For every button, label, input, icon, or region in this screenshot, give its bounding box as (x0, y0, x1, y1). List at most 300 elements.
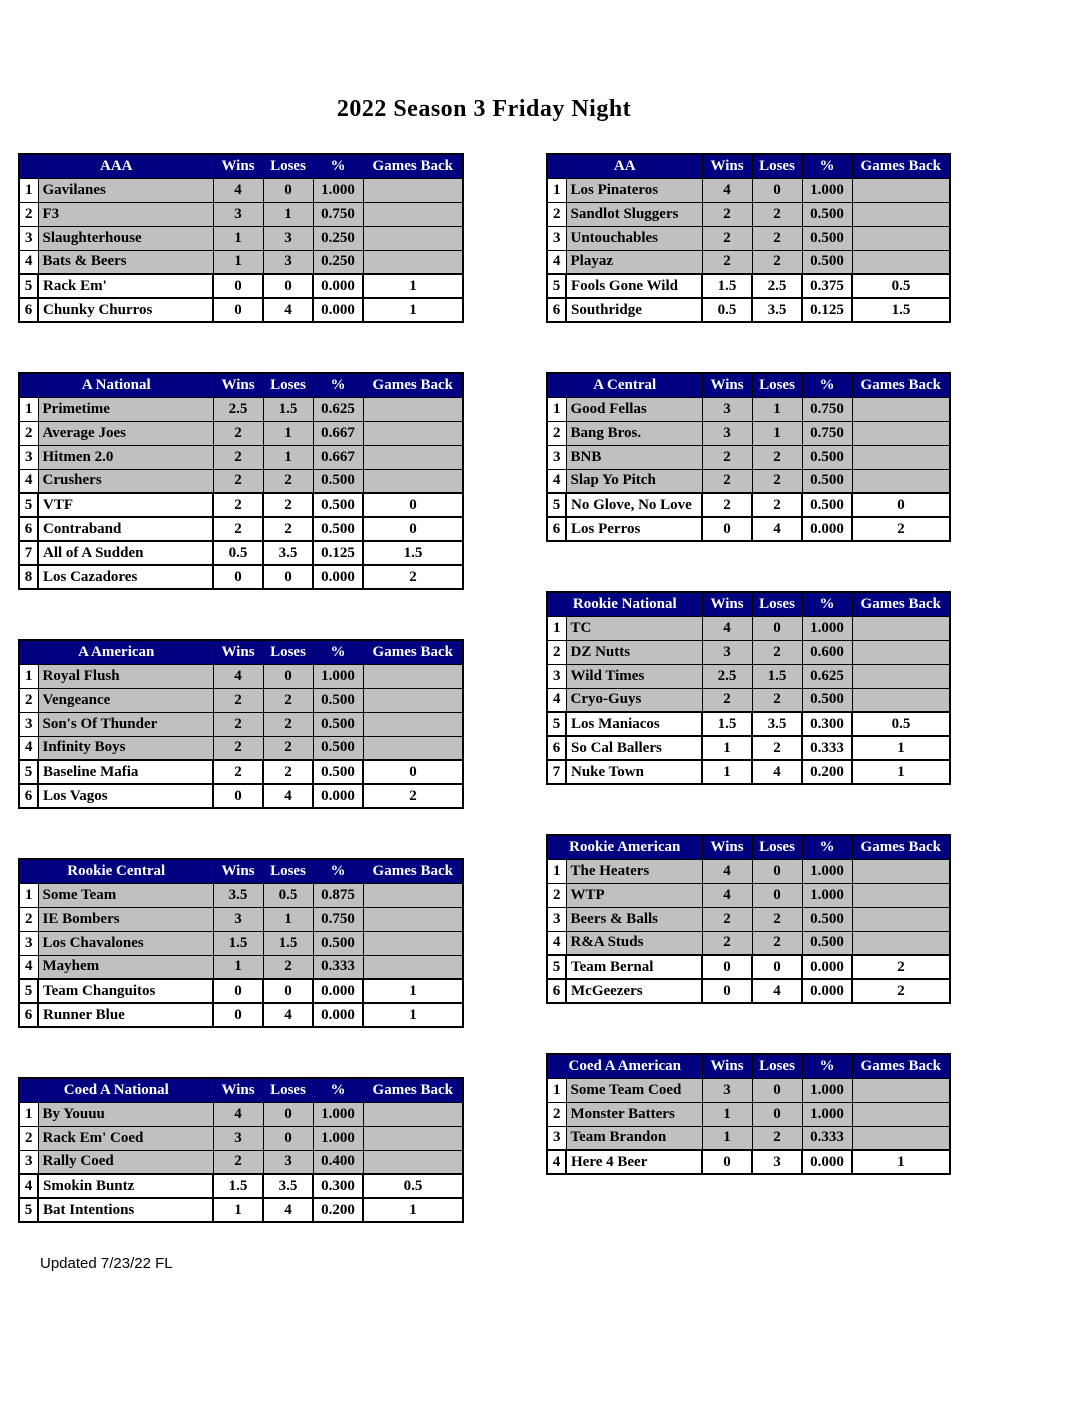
wins-cell: 3 (213, 1126, 263, 1150)
rank-cell: 4 (547, 931, 566, 955)
pct-cell: 1.000 (313, 1126, 363, 1150)
wins-cell: 2.5 (702, 664, 752, 688)
rank-cell: 3 (547, 445, 566, 469)
column-header-games-back: Games Back (852, 592, 950, 616)
loses-cell: 1 (263, 445, 313, 469)
games-back-cell: 1 (363, 1198, 463, 1222)
rank-cell: 4 (19, 469, 38, 493)
games-back-cell (363, 1150, 463, 1174)
standings-table-a-central (546, 372, 951, 542)
games-back-cell (363, 736, 463, 760)
games-back-cell: 1 (363, 298, 463, 322)
rank-cell: 5 (19, 493, 38, 517)
rank-cell: 4 (547, 688, 566, 712)
rank-cell: 4 (547, 250, 566, 274)
pct-cell: 0.500 (313, 931, 363, 955)
loses-cell: 4 (263, 784, 313, 808)
pct-cell: 1.000 (313, 1102, 363, 1126)
wins-cell: 1 (213, 250, 263, 274)
team-name-cell: All of A Sudden (38, 541, 213, 565)
pct-cell: 0.000 (802, 979, 852, 1003)
games-back-cell: 1 (363, 274, 463, 298)
loses-cell: 0.5 (263, 883, 313, 907)
rank-cell: 6 (547, 979, 566, 1003)
games-back-cell (363, 688, 463, 712)
team-row-vtf (19, 493, 463, 517)
column-header-wins: Wins (702, 154, 752, 178)
pct-cell: 0.750 (313, 907, 363, 931)
loses-cell: 2 (263, 712, 313, 736)
table-header-row (19, 373, 463, 397)
team-name-cell: Smokin Buntz (38, 1174, 213, 1198)
wins-cell: 1 (213, 226, 263, 250)
team-row-los-vagos (19, 784, 463, 808)
column-header-pct: % (313, 859, 363, 883)
games-back-cell (852, 616, 950, 640)
column-header-games-back: Games Back (363, 640, 463, 664)
team-row-crushers (19, 469, 463, 493)
team-name-cell: Crushers (38, 469, 213, 493)
table-header-row (19, 859, 463, 883)
rank-cell: 1 (19, 397, 38, 421)
team-name-cell: Los Cazadores (38, 565, 213, 589)
team-row-chunky-churros (19, 298, 463, 322)
pct-cell: 0.667 (313, 445, 363, 469)
team-row-slaughterhouse (19, 226, 463, 250)
pct-cell: 1.000 (802, 1102, 852, 1126)
column-header-wins: Wins (213, 1078, 263, 1102)
games-back-cell (363, 469, 463, 493)
team-name-cell: R&A Studs (566, 931, 702, 955)
loses-cell: 0 (752, 1102, 802, 1126)
rank-cell: 3 (547, 226, 566, 250)
loses-cell: 0 (752, 955, 802, 979)
pct-cell: 0.500 (802, 469, 852, 493)
rank-cell: 5 (19, 274, 38, 298)
loses-cell: 2 (752, 469, 802, 493)
team-row-runner-blue (19, 1003, 463, 1027)
division-title: Coed A National (19, 1078, 213, 1102)
pct-cell: 0.875 (313, 883, 363, 907)
team-name-cell: Here 4 Beer (566, 1150, 702, 1174)
rank-cell: 5 (547, 955, 566, 979)
games-back-cell (852, 445, 950, 469)
loses-cell: 0 (752, 859, 802, 883)
column-header-pct: % (802, 1054, 852, 1078)
column-header-games-back: Games Back (363, 154, 463, 178)
loses-cell: 3.5 (263, 541, 313, 565)
loses-cell: 4 (752, 517, 802, 541)
wins-cell: 0 (702, 955, 752, 979)
team-name-cell: IE Bombers (38, 907, 213, 931)
team-name-cell: Bats & Beers (38, 250, 213, 274)
team-name-cell: Some Team Coed (566, 1078, 702, 1102)
team-row-no-glove-no-love (547, 493, 950, 517)
team-name-cell: BNB (566, 445, 702, 469)
team-name-cell: Slaughterhouse (38, 226, 213, 250)
team-name-cell: WTP (566, 883, 702, 907)
team-name-cell: Bat Intentions (38, 1198, 213, 1222)
pct-cell: 0.300 (313, 1174, 363, 1198)
wins-cell: 2 (213, 736, 263, 760)
rank-cell: 6 (19, 298, 38, 322)
division-title: Rookie American (547, 835, 702, 859)
column-header-wins: Wins (702, 592, 752, 616)
team-row-r-a-studs (547, 931, 950, 955)
pct-cell: 0.500 (313, 760, 363, 784)
column-header-games-back: Games Back (852, 835, 950, 859)
team-name-cell: Mayhem (38, 955, 213, 979)
wins-cell: 2 (213, 688, 263, 712)
rank-cell: 1 (547, 616, 566, 640)
rank-cell: 3 (547, 1126, 566, 1150)
column-header-pct: % (802, 154, 852, 178)
rank-cell: 3 (19, 445, 38, 469)
wins-cell: 3 (213, 907, 263, 931)
wins-cell: 4 (702, 883, 752, 907)
wins-cell: 0.5 (213, 541, 263, 565)
games-back-cell: 2 (852, 955, 950, 979)
pct-cell: 0.500 (802, 907, 852, 931)
rank-cell: 4 (547, 1150, 566, 1174)
games-back-cell (852, 688, 950, 712)
wins-cell: 0 (213, 979, 263, 1003)
pct-cell: 0.500 (313, 688, 363, 712)
column-header-loses: Loses (752, 373, 802, 397)
pct-cell: 0.600 (802, 640, 852, 664)
column-header-loses: Loses (752, 1054, 802, 1078)
column-header-loses: Loses (752, 154, 802, 178)
team-name-cell: Team Bernal (566, 955, 702, 979)
standings-table-a-national (18, 372, 464, 590)
team-row-ie-bombers (19, 907, 463, 931)
wins-cell: 2 (213, 445, 263, 469)
team-row-beers-balls (547, 907, 950, 931)
division-title: Rookie National (547, 592, 702, 616)
games-back-cell (363, 445, 463, 469)
loses-cell: 1 (263, 907, 313, 931)
table-header-row (19, 640, 463, 664)
wins-cell: 1.5 (702, 274, 752, 298)
standings-table-aaa (18, 153, 464, 323)
loses-cell: 2 (752, 931, 802, 955)
wins-cell: 1 (702, 760, 752, 784)
games-back-cell: 0 (363, 517, 463, 541)
team-row-here-4-beer (547, 1150, 950, 1174)
team-name-cell: Slap Yo Pitch (566, 469, 702, 493)
team-name-cell: Los Maniacos (566, 712, 702, 736)
wins-cell: 2.5 (213, 397, 263, 421)
games-back-cell: 0.5 (363, 1174, 463, 1198)
wins-cell: 3 (702, 421, 752, 445)
rank-cell: 3 (19, 1150, 38, 1174)
loses-cell: 2 (752, 640, 802, 664)
games-back-cell (852, 469, 950, 493)
games-back-cell (363, 907, 463, 931)
wins-cell: 1 (213, 955, 263, 979)
games-back-cell (852, 859, 950, 883)
column-header-loses: Loses (752, 592, 802, 616)
team-row-some-team (19, 883, 463, 907)
rank-cell: 4 (19, 955, 38, 979)
team-name-cell: McGeezers (566, 979, 702, 1003)
loses-cell: 0 (263, 274, 313, 298)
pct-cell: 0.500 (313, 493, 363, 517)
loses-cell: 0 (752, 1078, 802, 1102)
games-back-cell: 0 (363, 760, 463, 784)
loses-cell: 0 (263, 178, 313, 202)
column-header-loses: Loses (263, 640, 313, 664)
games-back-cell (363, 202, 463, 226)
loses-cell: 1 (263, 202, 313, 226)
games-back-cell: 1 (852, 736, 950, 760)
games-back-cell (852, 421, 950, 445)
team-row-good-fellas (547, 397, 950, 421)
column-header-pct: % (313, 373, 363, 397)
rank-cell: 6 (547, 517, 566, 541)
wins-cell: 1 (213, 1198, 263, 1222)
team-row-gavilanes (19, 178, 463, 202)
rank-cell: 1 (547, 1078, 566, 1102)
pct-cell: 0.500 (802, 445, 852, 469)
team-row-mayhem (19, 955, 463, 979)
wins-cell: 0 (213, 784, 263, 808)
team-name-cell: Beers & Balls (566, 907, 702, 931)
team-row-playaz (547, 250, 950, 274)
rank-cell: 1 (547, 859, 566, 883)
pct-cell: 0.750 (802, 397, 852, 421)
team-name-cell: DZ Nutts (566, 640, 702, 664)
team-row-team-brandon (547, 1126, 950, 1150)
rank-cell: 1 (19, 883, 38, 907)
loses-cell: 2 (752, 1126, 802, 1150)
pct-cell: 0.625 (313, 397, 363, 421)
team-row-f3 (19, 202, 463, 226)
column-header-pct: % (313, 154, 363, 178)
rank-cell: 5 (19, 979, 38, 1003)
rank-cell: 5 (547, 274, 566, 298)
loses-cell: 0 (263, 664, 313, 688)
team-row-mcgeezers (547, 979, 950, 1003)
games-back-cell (363, 397, 463, 421)
table-header-row (19, 1078, 463, 1102)
column-header-loses: Loses (752, 835, 802, 859)
loses-cell: 2 (263, 760, 313, 784)
rank-cell: 6 (19, 1003, 38, 1027)
column-header-loses: Loses (263, 154, 313, 178)
team-name-cell: Gavilanes (38, 178, 213, 202)
wins-cell: 0 (702, 979, 752, 1003)
column-header-wins: Wins (702, 373, 752, 397)
loses-cell: 4 (752, 760, 802, 784)
pct-cell: 0.500 (313, 736, 363, 760)
table-header-row (19, 154, 463, 178)
wins-cell: 4 (213, 664, 263, 688)
column-header-loses: Loses (263, 373, 313, 397)
loses-cell: 1.5 (263, 931, 313, 955)
team-name-cell: F3 (38, 202, 213, 226)
rank-cell: 2 (19, 202, 38, 226)
games-back-cell (852, 202, 950, 226)
pct-cell: 0.500 (313, 712, 363, 736)
team-name-cell: Chunky Churros (38, 298, 213, 322)
wins-cell: 2 (213, 760, 263, 784)
division-title: Coed A American (547, 1054, 702, 1078)
team-name-cell: Son's Of Thunder (38, 712, 213, 736)
loses-cell: 1 (263, 421, 313, 445)
team-row-los-perros (547, 517, 950, 541)
loses-cell: 4 (263, 298, 313, 322)
team-name-cell: Los Perros (566, 517, 702, 541)
wins-cell: 4 (213, 1102, 263, 1126)
column-header-games-back: Games Back (363, 1078, 463, 1102)
team-row-rack-em-coed (19, 1126, 463, 1150)
games-back-cell: 1.5 (363, 541, 463, 565)
rank-cell: 2 (19, 421, 38, 445)
pct-cell: 0.200 (802, 760, 852, 784)
games-back-cell: 0 (852, 493, 950, 517)
team-name-cell: Bang Bros. (566, 421, 702, 445)
standings-table-coed-a-american (546, 1053, 951, 1175)
team-name-cell: The Heaters (566, 859, 702, 883)
table-header-row (547, 1054, 950, 1078)
division-title: AAA (19, 154, 213, 178)
loses-cell: 3.5 (752, 712, 802, 736)
standings-table-rookie-central (18, 858, 464, 1028)
rank-cell: 3 (547, 664, 566, 688)
games-back-cell (852, 226, 950, 250)
pct-cell: 0.500 (802, 493, 852, 517)
wins-cell: 0 (702, 1150, 752, 1174)
team-row-los-chavalones (19, 931, 463, 955)
games-back-cell (363, 931, 463, 955)
games-back-cell: 0.5 (852, 274, 950, 298)
team-name-cell: Southridge (566, 298, 702, 322)
standings-table-aa (546, 153, 951, 323)
team-row-son-s-of-thunder (19, 712, 463, 736)
wins-cell: 2 (213, 493, 263, 517)
rank-cell: 6 (19, 517, 38, 541)
loses-cell: 1 (752, 421, 802, 445)
team-row-infinity-boys (19, 736, 463, 760)
column-header-pct: % (313, 1078, 363, 1102)
team-name-cell: Playaz (566, 250, 702, 274)
loses-cell: 2 (752, 226, 802, 250)
column-header-wins: Wins (702, 835, 752, 859)
division-title: A American (19, 640, 213, 664)
rank-cell: 2 (547, 883, 566, 907)
pct-cell: 0.000 (802, 517, 852, 541)
loses-cell: 2 (263, 469, 313, 493)
loses-cell: 2 (263, 493, 313, 517)
wins-cell: 0 (213, 274, 263, 298)
games-back-cell: 1 (852, 760, 950, 784)
loses-cell: 0 (263, 979, 313, 1003)
rank-cell: 5 (19, 1198, 38, 1222)
wins-cell: 2 (702, 688, 752, 712)
pct-cell: 0.125 (802, 298, 852, 322)
loses-cell: 2 (752, 202, 802, 226)
column-header-wins: Wins (702, 1054, 752, 1078)
wins-cell: 1.5 (213, 931, 263, 955)
team-row-hitmen-2-0 (19, 445, 463, 469)
loses-cell: 4 (263, 1003, 313, 1027)
games-back-cell: 2 (852, 979, 950, 1003)
team-name-cell: So Cal Ballers (566, 736, 702, 760)
team-row-fools-gone-wild (547, 274, 950, 298)
pct-cell: 0.000 (313, 979, 363, 1003)
rank-cell: 2 (547, 421, 566, 445)
rank-cell: 2 (547, 1102, 566, 1126)
rank-cell: 4 (19, 736, 38, 760)
rank-cell: 2 (19, 688, 38, 712)
rank-cell: 6 (547, 298, 566, 322)
loses-cell: 1 (752, 397, 802, 421)
pct-cell: 0.250 (313, 226, 363, 250)
team-row-all-of-a-sudden (19, 541, 463, 565)
rank-cell: 4 (19, 1174, 38, 1198)
games-back-cell (852, 640, 950, 664)
team-row-some-team-coed (547, 1078, 950, 1102)
pct-cell: 1.000 (802, 883, 852, 907)
wins-cell: 2 (213, 469, 263, 493)
wins-cell: 2 (213, 1150, 263, 1174)
team-name-cell: No Glove, No Love (566, 493, 702, 517)
loses-cell: 1.5 (263, 397, 313, 421)
pct-cell: 0.500 (802, 202, 852, 226)
column-header-games-back: Games Back (363, 859, 463, 883)
rank-cell: 2 (19, 907, 38, 931)
wins-cell: 3 (702, 640, 752, 664)
rank-cell: 5 (547, 493, 566, 517)
wins-cell: 3.5 (213, 883, 263, 907)
loses-cell: 0 (263, 1102, 313, 1126)
pct-cell: 0.000 (313, 1003, 363, 1027)
loses-cell: 2 (752, 445, 802, 469)
loses-cell: 2 (752, 907, 802, 931)
team-name-cell: Monster Batters (566, 1102, 702, 1126)
rank-cell: 1 (19, 1102, 38, 1126)
games-back-cell (852, 1078, 950, 1102)
loses-cell: 3 (263, 250, 313, 274)
team-name-cell: Los Chavalones (38, 931, 213, 955)
rank-cell: 2 (19, 1126, 38, 1150)
games-back-cell (363, 250, 463, 274)
loses-cell: 3 (752, 1150, 802, 1174)
updated-note: Updated 7/23/22 FL (40, 1255, 173, 1272)
wins-cell: 2 (702, 907, 752, 931)
games-back-cell: 1 (363, 1003, 463, 1027)
rank-cell: 2 (547, 640, 566, 664)
team-row-rally-coed (19, 1150, 463, 1174)
games-back-cell (852, 1126, 950, 1150)
table-header-row (547, 835, 950, 859)
rank-cell: 2 (547, 202, 566, 226)
pct-cell: 0.300 (802, 712, 852, 736)
wins-cell: 1 (702, 736, 752, 760)
loses-cell: 4 (752, 979, 802, 1003)
loses-cell: 2.5 (752, 274, 802, 298)
wins-cell: 1.5 (702, 712, 752, 736)
pct-cell: 0.000 (313, 565, 363, 589)
rank-cell: 6 (547, 736, 566, 760)
wins-cell: 4 (702, 616, 752, 640)
team-name-cell: Vengeance (38, 688, 213, 712)
team-row-los-cazadores (19, 565, 463, 589)
team-row-average-joes (19, 421, 463, 445)
team-row-slap-yo-pitch (547, 469, 950, 493)
games-back-cell (363, 1126, 463, 1150)
